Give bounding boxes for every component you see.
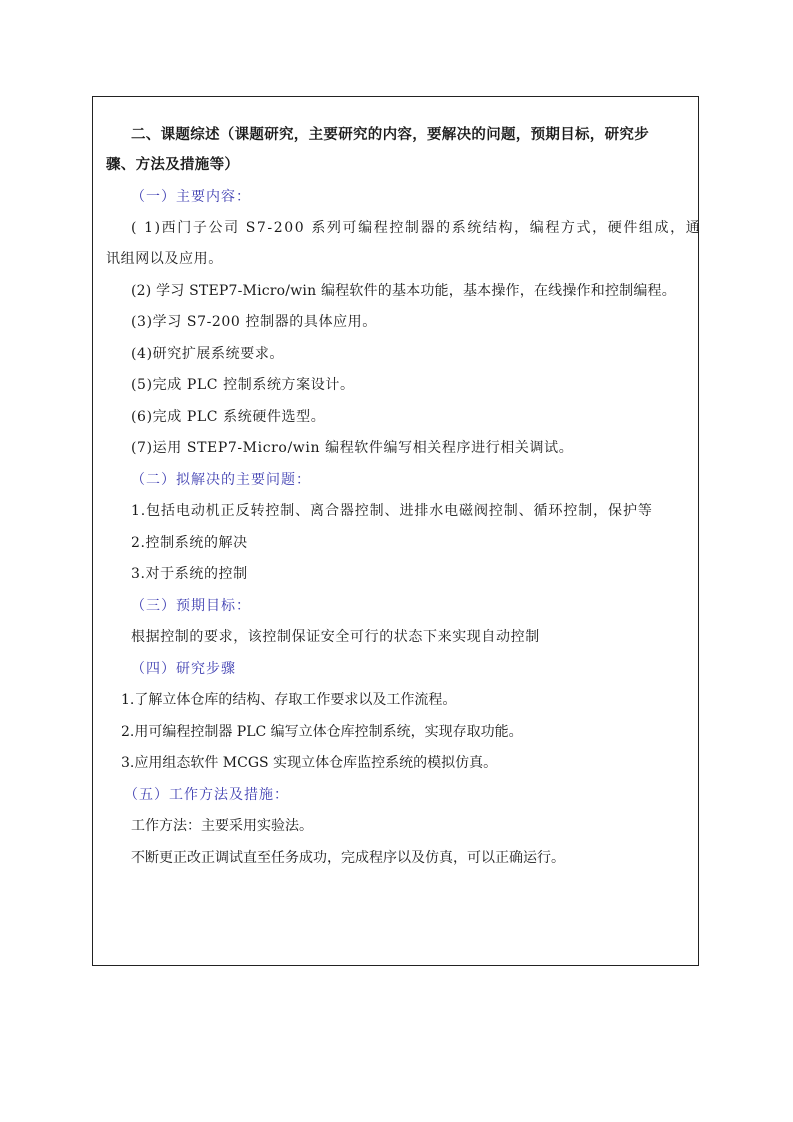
- problems-item-2: 2.控制系统的解决: [131, 535, 248, 551]
- main-content-item-7: (7)运用 STEP7-Micro/win 编程软件编写相关程序进行相关调试。: [131, 440, 574, 456]
- steps-item-2: 2.用可编程控制器 PLC 编写立体仓库控制系统，实现存取功能。: [121, 724, 523, 740]
- main-content-item-6: (6)完成 PLC 系统硬件选型。: [131, 409, 326, 425]
- problems-item-3: 3.对于系统的控制: [131, 566, 248, 582]
- problems-item-1: 1.包括电动机正反转控制、离合器控制、进排水电磁阀控制、循环控制，保护等: [131, 503, 653, 519]
- main-content-item-4: (4)研究扩展系统要求。: [131, 346, 285, 362]
- main-content-item-1-line-1: ( 1)西门子公司 S7-200 系列可编程控制器的系统结构，编程方式，硬件组成，通: [131, 220, 702, 236]
- methods-line-2: 不断更正改正调试直至任务成功，完成程序以及仿真，可以正确运行。: [131, 850, 565, 866]
- goals-text: 根据控制的要求，该控制保证安全可行的状态下来实现自动控制: [131, 629, 540, 645]
- main-content-item-3: (3)学习 S7-200 控制器的具体应用。: [131, 314, 377, 330]
- main-content-item-2: (2) 学习 STEP7-Micro/win 编程软件的基本功能，基本操作，在线操作和控制编程。: [131, 283, 676, 299]
- steps-title: （四）研究步骤: [131, 661, 236, 677]
- methods-title: （五）工作方法及措施：: [124, 787, 289, 803]
- methods-line-1: 工作方法：主要采用实验法。: [131, 818, 313, 834]
- steps-item-3: 3.应用组态软件 MCGS 实现立体仓库监控系统的模拟仿真。: [121, 755, 498, 771]
- main-content-item-5: (5)完成 PLC 控制系统方案设计。: [131, 377, 355, 393]
- section-heading-line-1: 二、课题综述（课题研究，主要研究的内容，要解决的问题，预期目标，研究步: [131, 127, 649, 143]
- steps-item-1: 1.了解立体仓库的结构、存取工作要求以及工作流程。: [121, 692, 457, 708]
- goals-title: （三）预期目标：: [131, 598, 251, 614]
- problems-title: （二）拟解决的主要问题：: [131, 472, 311, 488]
- main-content-title: （一）主要内容：: [131, 189, 251, 205]
- main-content-item-1-line-2: 讯组网以及应用。: [106, 251, 223, 267]
- section-heading-line-2: 骤、方法及措施等）: [106, 157, 240, 173]
